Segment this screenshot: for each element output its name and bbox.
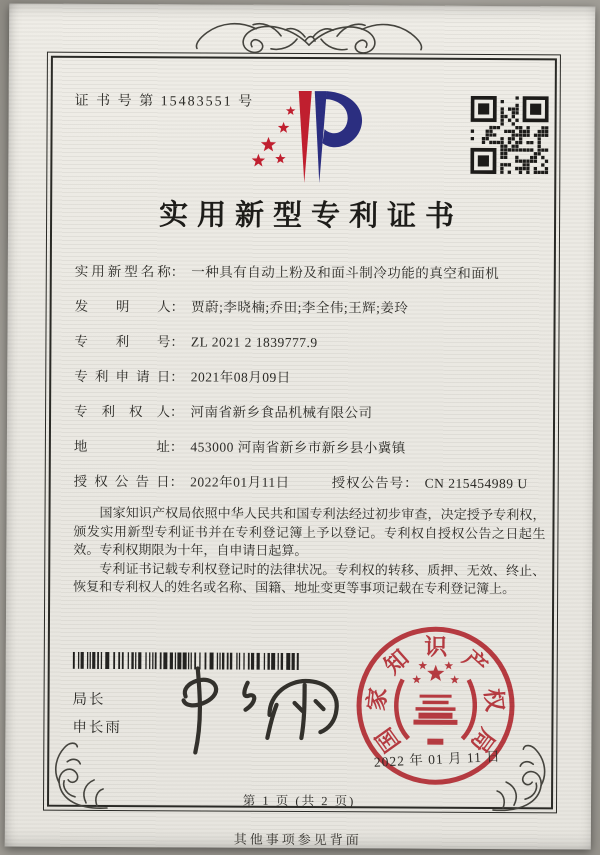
field-colon: ： xyxy=(170,264,185,280)
seal-character: 家 xyxy=(363,686,392,713)
grant-number-label: 授权公告号 xyxy=(331,475,405,491)
grant-number-group xyxy=(332,473,528,494)
legal-text xyxy=(73,504,545,599)
field-value: 2021年08月09日 xyxy=(190,369,291,385)
field-row-utility-model-name xyxy=(75,262,553,285)
field-row-filing-date xyxy=(74,367,552,390)
qr-code xyxy=(470,96,548,174)
field-row-grant xyxy=(74,472,552,495)
field-label: 发明人 xyxy=(74,298,171,315)
signer-name: 申长雨 xyxy=(72,719,122,737)
certificate-fields xyxy=(74,262,553,509)
seal-character: 权 xyxy=(480,687,508,713)
back-side-note: 其他事项参见背面 xyxy=(233,831,362,848)
signer-block xyxy=(72,686,122,742)
certificate-number: 证 书 号 第 15483551 号 xyxy=(74,93,255,110)
legal-paragraph-2: 专利证书记载专利权登记时的法律状况。专利权的转移、质押、无效、终止、恢复和专利权人的姓名或名称、国籍、地址变更等事项记载在专利登记簿上。 xyxy=(73,560,546,597)
certificate-title: 实用新型专利证书 xyxy=(159,199,464,233)
field-row-patent-number xyxy=(74,332,552,355)
field-label: 地址 xyxy=(73,438,170,455)
legal-paragraph-1: 国家知识产权局依照中华人民共和国专利法经过初步审查，决定授予专利权，颁发实用新型专利证书并在专利登记簿上予以登记。专利权自授权公告之日起生效。专利权期限为十年，自申请日起算。 xyxy=(73,504,546,559)
grant-number-value: CN 215454989 U xyxy=(424,475,528,492)
seal-character: 产 xyxy=(457,645,492,680)
field-value: ZL 2021 2 1839777.9 xyxy=(190,334,318,351)
field-row-address xyxy=(74,437,552,460)
field-label: 专利权人 xyxy=(74,403,171,420)
field-value: 一种具有自动上粉及和面斗制冷功能的真空和面机 xyxy=(191,264,500,282)
field-colon: ： xyxy=(169,474,184,490)
seal-character: 国 xyxy=(371,723,405,757)
seal-character: 局 xyxy=(465,723,500,758)
seal-character: 识 xyxy=(424,634,448,660)
field-colon: ： xyxy=(404,475,418,491)
seal-character: 知 xyxy=(379,645,414,680)
cnipa-logo-icon xyxy=(228,83,389,194)
field-colon: ： xyxy=(170,299,185,315)
director-signature xyxy=(157,662,362,759)
field-colon: ： xyxy=(170,369,184,385)
field-label: 专利号 xyxy=(74,333,171,350)
signer-title: 局长 xyxy=(72,691,106,708)
field-value: 贾蔚;李晓楠;乔田;李全伟;王辉;姜玲 xyxy=(191,299,409,316)
national-emblem-icon xyxy=(389,658,481,750)
field-colon: ： xyxy=(170,334,184,350)
seal-date: 2022 年 01 月 11 日 xyxy=(373,748,502,770)
field-value: 河南省新乡食品机械有限公司 xyxy=(190,404,373,421)
grant-date-label: 授权公告日 xyxy=(73,473,170,490)
certificate-sheet xyxy=(5,3,595,849)
field-colon: ： xyxy=(170,404,184,420)
field-label: 实用新型名称 xyxy=(74,263,171,280)
field-label: 专利申请日 xyxy=(74,368,171,385)
field-colon: ： xyxy=(169,439,184,455)
page-number: 第 1 页 (共 2 页) xyxy=(242,793,356,809)
field-row-patentee xyxy=(74,402,552,425)
field-value: 453000 河南省新乡市新乡县小冀镇 xyxy=(190,439,406,456)
grant-date-value: 2022年01月11日 xyxy=(190,474,290,490)
field-row-inventors xyxy=(75,297,553,320)
